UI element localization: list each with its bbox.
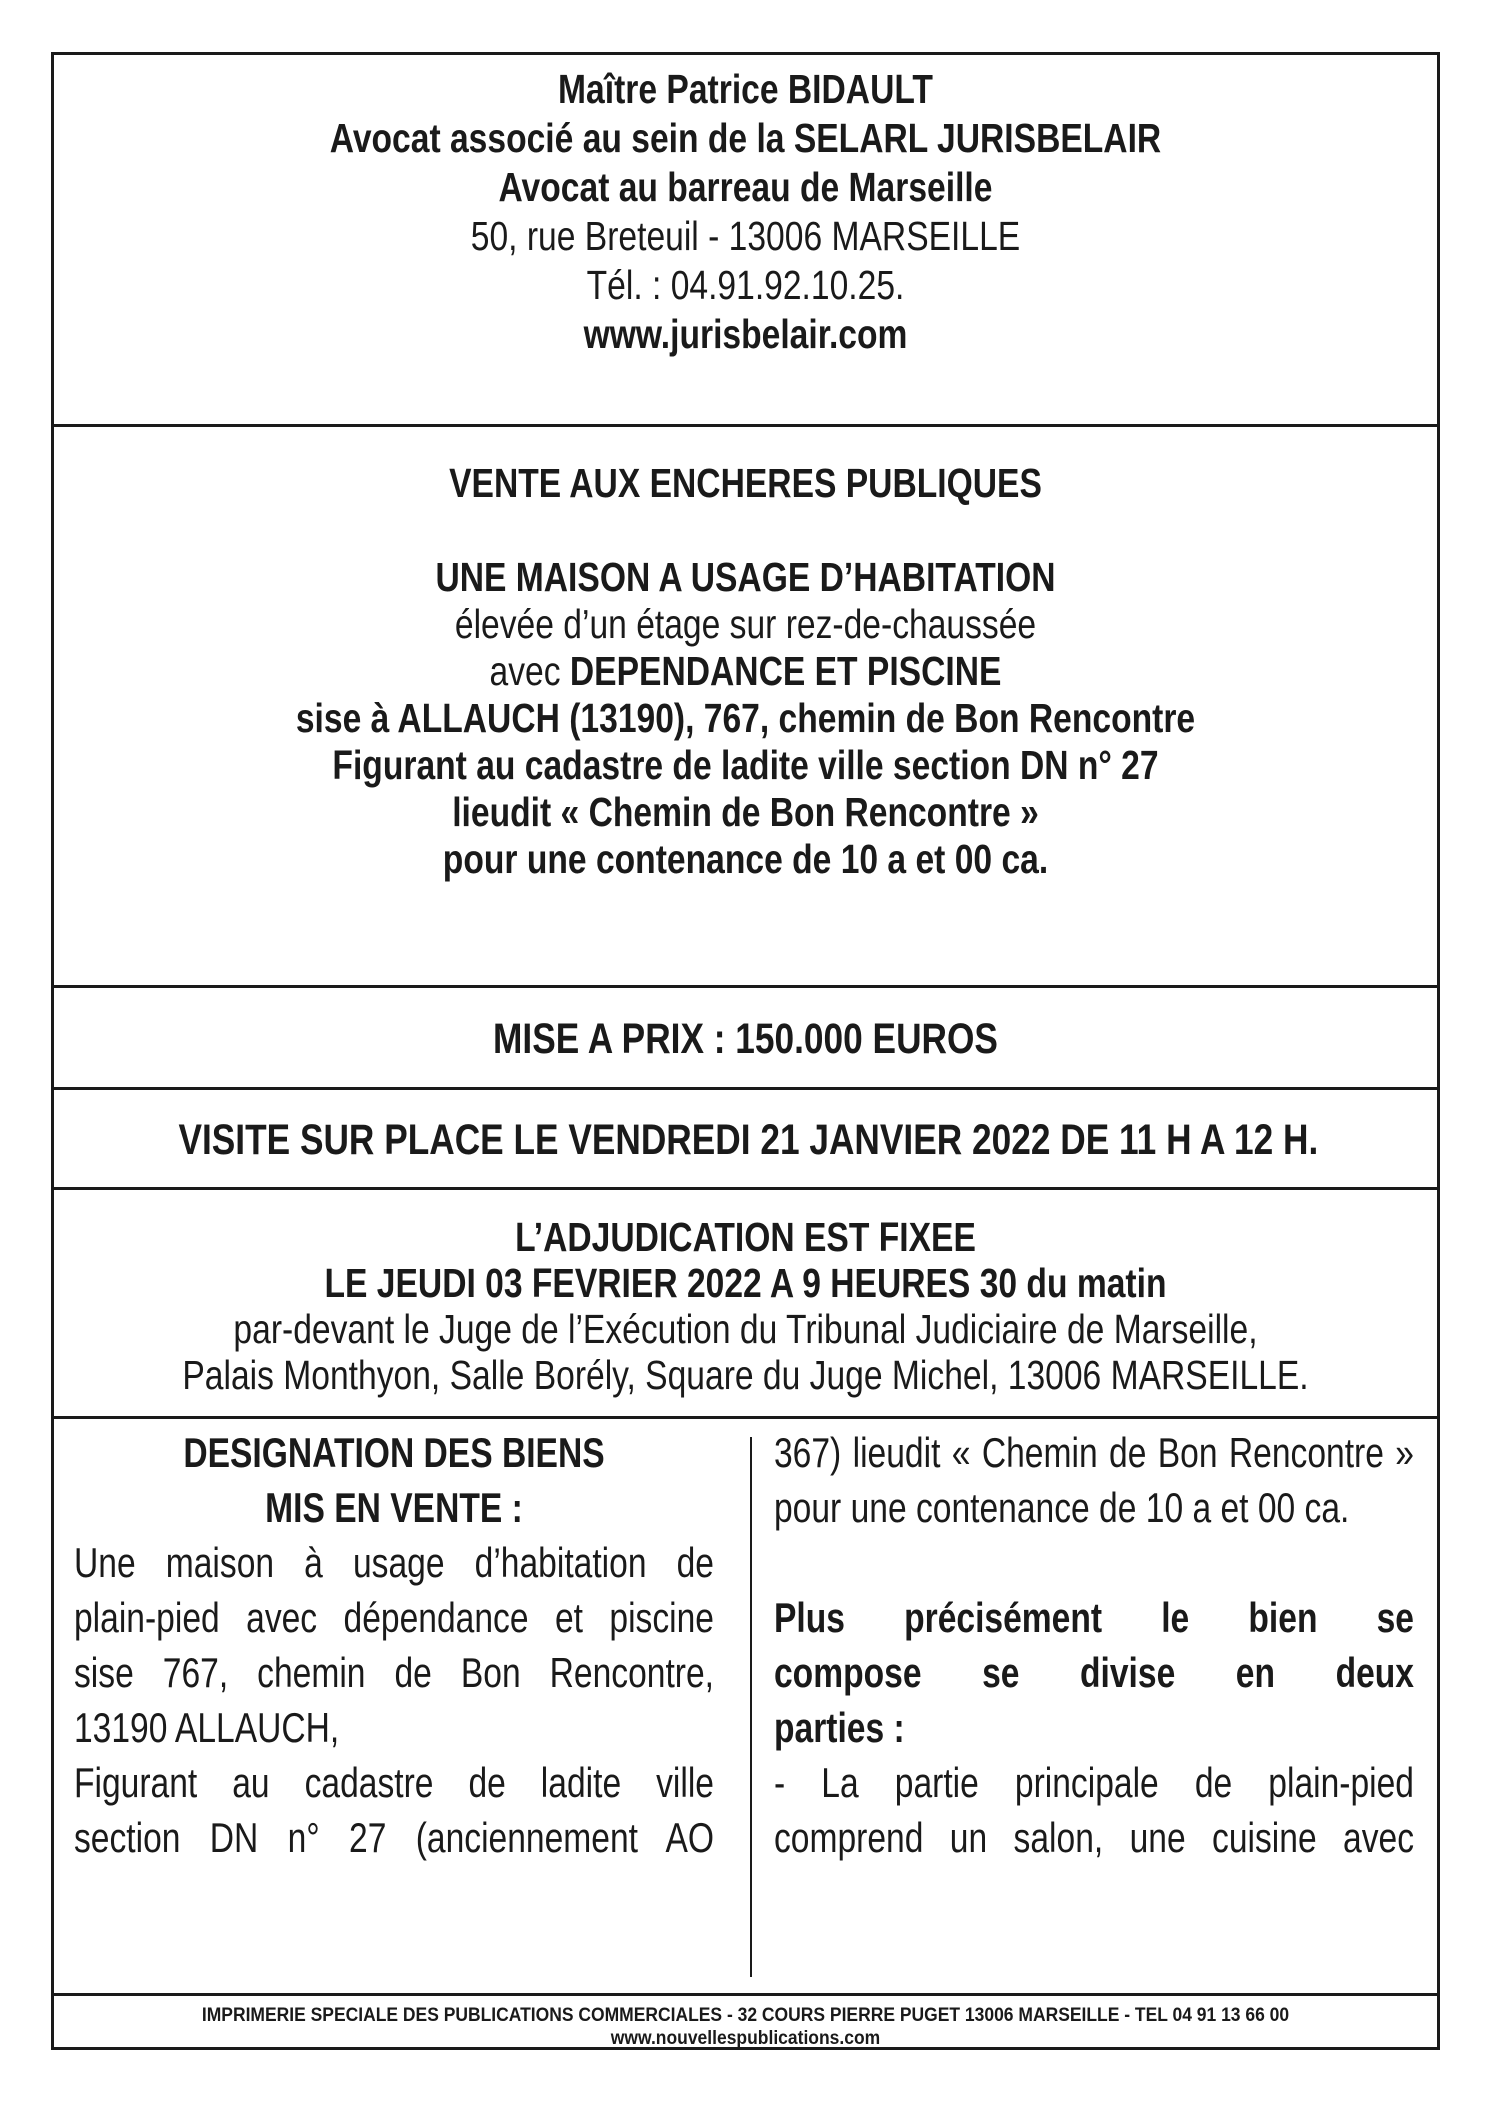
- property-extras: [178, 648, 1312, 695]
- designation-line: Figurant au cadastre de ladite ville: [74, 1759, 714, 1806]
- printer-website-link[interactable]: www.nouvellespublications.com: [610, 2028, 881, 2049]
- designation-section: [54, 1419, 1437, 1996]
- designation-line: Une maison à usage d’habitation de: [74, 1539, 714, 1586]
- adjudication-info: [54, 1190, 1437, 1419]
- starting-price: [54, 988, 1437, 1090]
- property-floors: élevée d’un étage sur rez-de-chaussée: [454, 601, 1037, 647]
- visit-text: VISITE SUR PLACE LE VENDREDI 21 JANVIER 2022 DE 11 H A 12 H.: [178, 1116, 1319, 1164]
- sale-title: VENTE AUX ENCHERES PUBLIQUES: [449, 460, 1042, 506]
- designation-line: 13190 ALLAUCH,: [74, 1704, 340, 1751]
- adjudication-address: Palais Monthyon, Salle Borély, Square du Juge Michel, 13006 MARSEILLE.: [182, 1352, 1309, 1398]
- designation-right-column: [774, 1419, 1414, 1993]
- property-area: pour une contenance de 10 a et 00 ca.: [442, 836, 1049, 882]
- lawyer-name: Maître Patrice BIDAULT: [558, 66, 933, 112]
- composition-heading-line: parties :: [774, 1704, 905, 1751]
- starting-price-text: MISE A PRIX : 150.000 EUROS: [493, 1015, 998, 1063]
- printer-info: IMPRIMERIE SPECIALE DES PUBLICATIONS COMMERCIALES - 32 COURS PIERRE PUGET 13006 MARSEILLE - TEL 04 91 13 66 00: [201, 2005, 1290, 2026]
- designation-heading-1: DESIGNATION DES BIENS: [183, 1429, 605, 1476]
- spacer: [54, 507, 1437, 554]
- printer-footer: [54, 1996, 1437, 2053]
- spacer: [774, 1535, 1414, 1590]
- designation-line: pour une contenance de 10 a et 00 ca.: [774, 1484, 1350, 1531]
- legal-notice-frame: [51, 52, 1440, 2050]
- designation-line: section DN n° 27 (anciennement AO: [74, 1814, 714, 1861]
- designation-line: 367) lieudit « Chemin de Bon Rencontre »: [774, 1429, 1414, 1476]
- adjudication-court: par-devant le Juge de l’Exécution du Tribunal Judiciaire de Marseille,: [233, 1306, 1258, 1352]
- property-type: UNE MAISON A USAGE D’HABITATION: [435, 554, 1056, 600]
- extras-prefix: avec: [489, 648, 570, 694]
- property-cadastre: Figurant au cadastre de ladite ville section DN n° 27: [332, 742, 1159, 788]
- property-lieudit: lieudit « Chemin de Bon Rencontre »: [452, 789, 1039, 835]
- designation-line: sise 767, chemin de Bon Rencontre,: [74, 1649, 714, 1696]
- composition-line: comprend un salon, une cuisine avec: [774, 1814, 1414, 1861]
- adjudication-date: LE JEUDI 03 FEVRIER 2022 A 9 HEURES 30 du matin: [324, 1260, 1167, 1306]
- composition-heading-line: compose se divise en deux: [774, 1649, 1414, 1696]
- designation-heading-2: MIS EN VENTE :: [265, 1484, 523, 1531]
- lawyer-website-link[interactable]: www.jurisbelair.com: [583, 311, 908, 357]
- property-location: sise à ALLAUCH (13190), 767, chemin de Bon Rencontre: [295, 695, 1196, 741]
- lawyer-role: Avocat associé au sein de la SELARL JURISBELAIR: [329, 115, 1162, 161]
- composition-line: - La partie principale de plain-pied: [774, 1759, 1414, 1806]
- visit-info: [54, 1090, 1437, 1190]
- sale-description: [54, 427, 1437, 988]
- lawyer-address: 50, rue Breteuil - 13006 MARSEILLE: [470, 213, 1021, 259]
- column-divider: [750, 1437, 752, 1977]
- designation-line: plain-pied avec dépendance et piscine: [74, 1594, 714, 1641]
- lawyer-header: [54, 55, 1437, 427]
- lawyer-phone: Tél. : 04.91.92.10.25.: [586, 262, 905, 308]
- designation-left-column: [74, 1419, 714, 1993]
- adjudication-title: L’ADJUDICATION EST FIXEE: [515, 1214, 976, 1260]
- extras-bold: DEPENDANCE ET PISCINE: [569, 648, 1002, 694]
- lawyer-bar: Avocat au barreau de Marseille: [498, 164, 993, 210]
- composition-heading-line: Plus précisément le bien se: [774, 1594, 1414, 1641]
